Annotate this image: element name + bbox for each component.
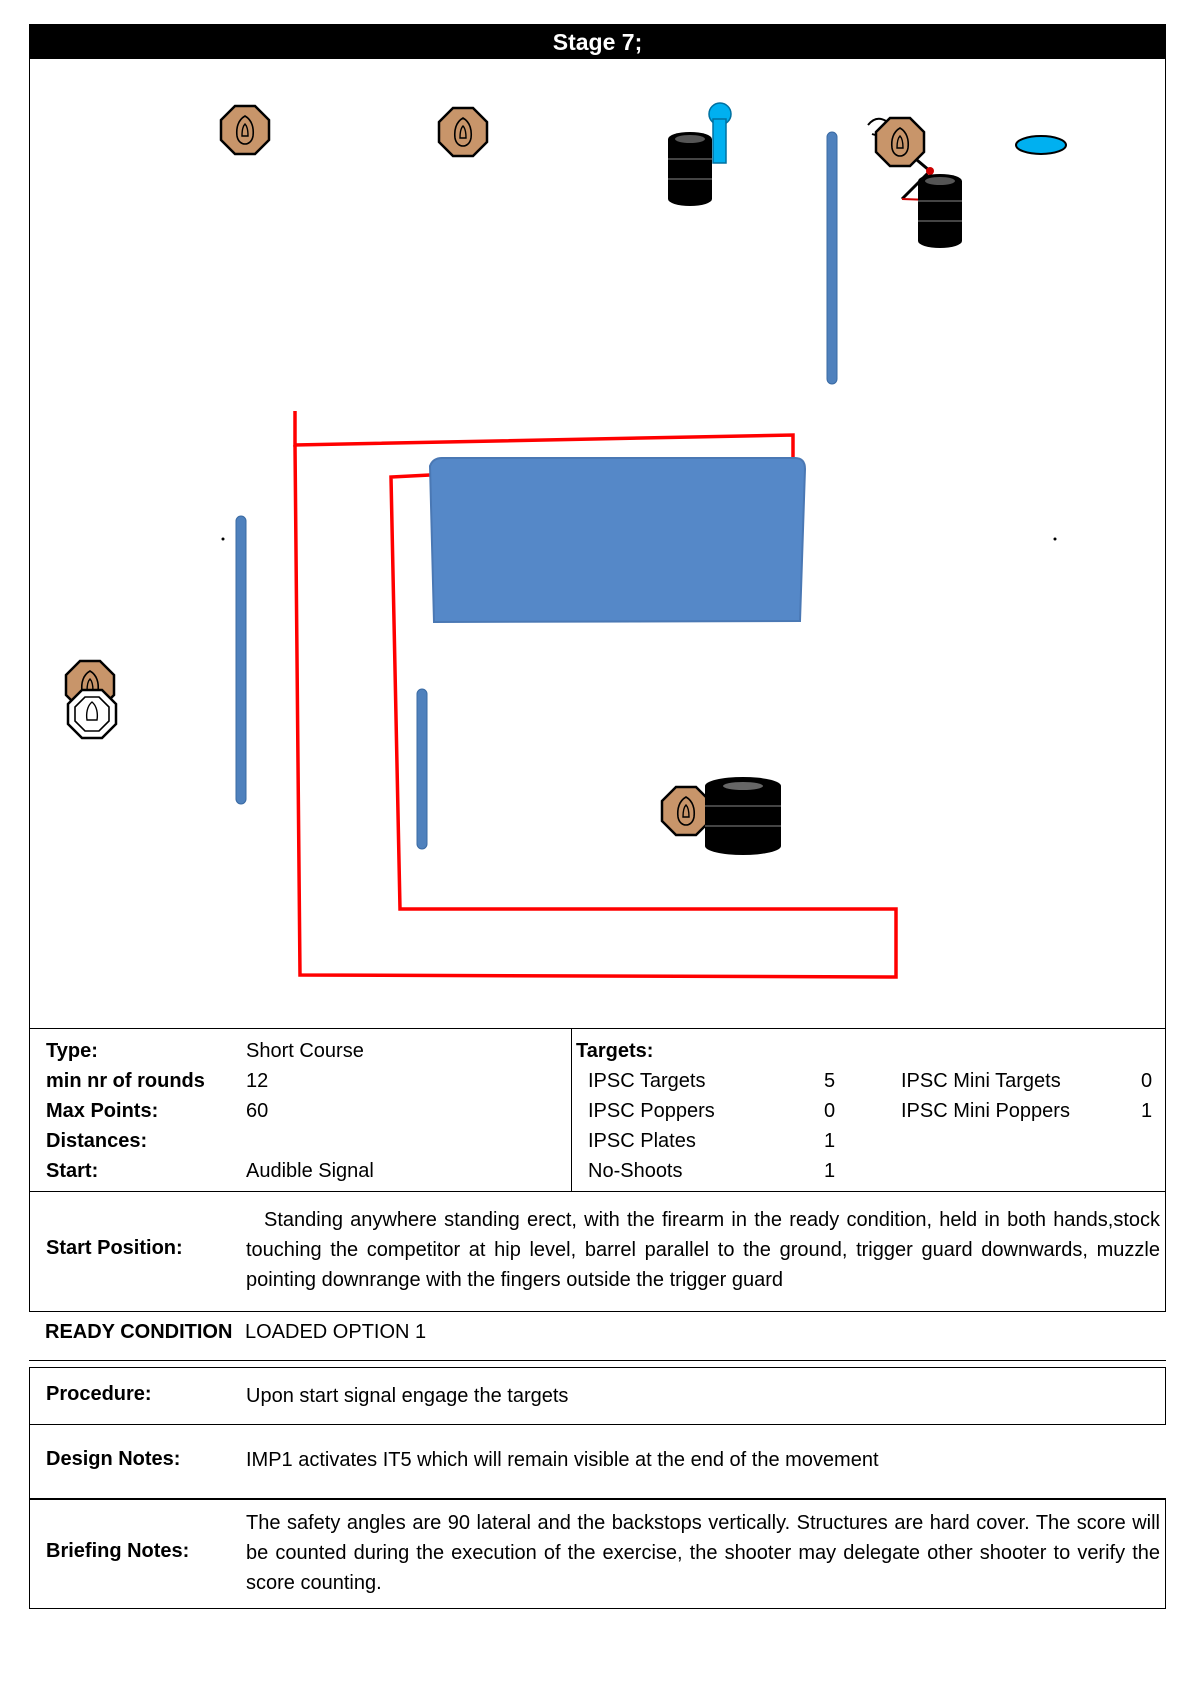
start-position-label: Start Position: bbox=[46, 1237, 183, 1259]
points-label: Max Points: bbox=[46, 1100, 159, 1122]
barrel-icon bbox=[918, 174, 962, 248]
rounds-value: 12 bbox=[246, 1070, 269, 1092]
distances-label: Distances: bbox=[46, 1130, 148, 1152]
barrel-icon bbox=[705, 777, 781, 855]
mini-target-count: 0 bbox=[1141, 1070, 1153, 1092]
target-count: 0 bbox=[824, 1100, 836, 1122]
procedure-text: Upon start signal engage the targets bbox=[246, 1385, 569, 1407]
stage-diagram bbox=[29, 59, 1166, 1029]
stage-info-table bbox=[29, 1029, 1166, 1192]
mini-target-name: IPSC Mini Targets bbox=[901, 1070, 1061, 1092]
structure-block bbox=[430, 458, 805, 622]
procedure-label: Procedure: bbox=[46, 1383, 152, 1405]
start-position-section bbox=[29, 1192, 1166, 1312]
ready-condition-value: LOADED OPTION 1 bbox=[245, 1321, 427, 1343]
ipsc-target-icon bbox=[221, 106, 269, 154]
ipsc-target-icon bbox=[662, 787, 710, 835]
mini-target-name: IPSC Mini Poppers bbox=[901, 1100, 1070, 1122]
design-notes-section bbox=[29, 1425, 1166, 1499]
targets-label: Targets: bbox=[576, 1040, 654, 1062]
ready-condition-section bbox=[29, 1312, 1166, 1361]
ipsc-target-icon bbox=[876, 118, 924, 166]
target-count: 1 bbox=[824, 1130, 836, 1152]
target-count: 5 bbox=[824, 1070, 836, 1092]
plate-icon bbox=[1016, 136, 1066, 154]
start-label: Start: bbox=[46, 1160, 99, 1182]
stage-title: Stage 7; bbox=[29, 24, 1166, 59]
target-count: 1 bbox=[824, 1160, 836, 1182]
start-position-text: Standing anywhere standing erect, with the firearm in the ready condition, held in both hands,stock touching the competitor at hip level, barrel parallel to the ground, trigger guard downwards, muzzle pointing downrange with the fingers outside the trigger guard bbox=[246, 1209, 1160, 1291]
briefing-notes-text: The safety angles are 90 lateral and the backstops vertically. Structures are hard cover. The score will be counted during the execution of the exercise, the shooter may delegate other shooter to verify the score counting. bbox=[246, 1512, 1160, 1594]
ready-condition-label: READY CONDITION bbox=[45, 1321, 233, 1343]
stage-info-left bbox=[30, 1029, 572, 1191]
rounds-label: min nr of rounds bbox=[46, 1070, 205, 1092]
diagram-canvas bbox=[30, 59, 1167, 1029]
procedure-section bbox=[29, 1367, 1166, 1425]
target-name: IPSC Poppers bbox=[588, 1100, 715, 1122]
briefing-notes-section bbox=[29, 1499, 1166, 1609]
ipsc-target-icon bbox=[439, 108, 487, 156]
start-value: Audible Signal bbox=[246, 1160, 374, 1182]
no-shoot-icon bbox=[68, 690, 116, 738]
fault-line-outer bbox=[295, 411, 793, 463]
barrel-icon bbox=[668, 132, 712, 206]
design-notes-text: IMP1 activates IT5 which will remain visible at the end of the movement bbox=[246, 1449, 879, 1471]
stage-sheet bbox=[29, 24, 1166, 1609]
type-value: Short Course bbox=[246, 1040, 364, 1062]
wall-center bbox=[417, 689, 427, 849]
mini-popper-icon bbox=[709, 103, 731, 163]
points-value: 60 bbox=[246, 1100, 269, 1122]
type-label: Type: bbox=[46, 1040, 98, 1062]
target-name: IPSC Targets bbox=[588, 1070, 706, 1092]
target-name: IPSC Plates bbox=[588, 1130, 696, 1152]
design-notes-label: Design Notes: bbox=[46, 1448, 181, 1470]
mini-target-count: 1 bbox=[1141, 1100, 1153, 1122]
briefing-notes-label: Briefing Notes: bbox=[46, 1540, 190, 1562]
wall-right-top bbox=[827, 132, 837, 384]
wall-left bbox=[236, 516, 246, 804]
target-name: No-Shoots bbox=[588, 1160, 683, 1182]
